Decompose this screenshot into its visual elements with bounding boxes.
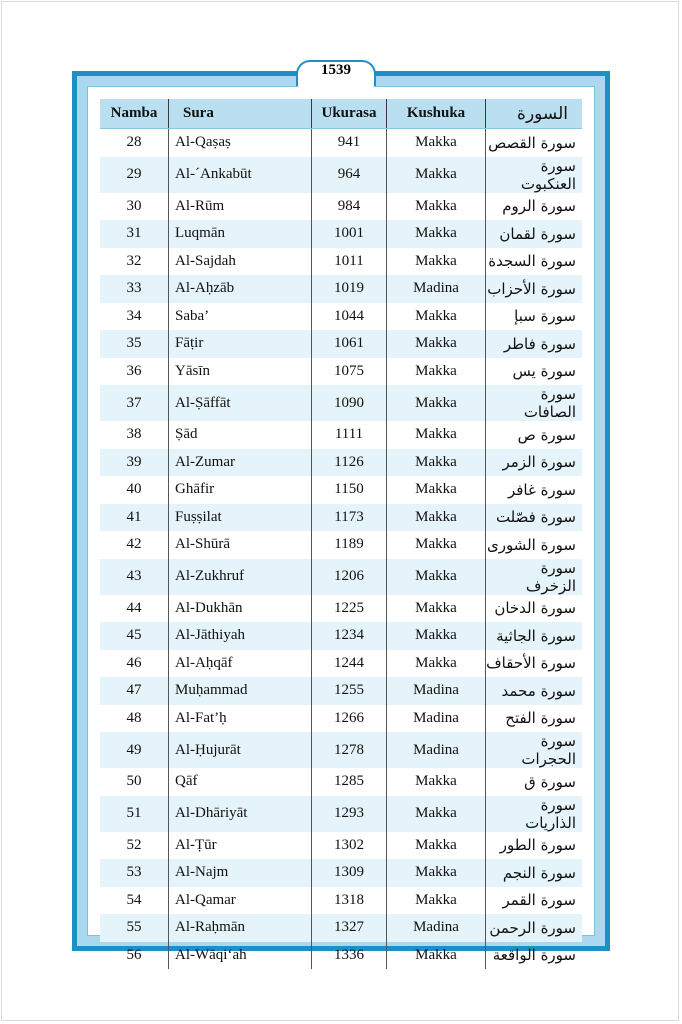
cell-namba: 44 <box>100 595 169 623</box>
table-row <box>100 859 582 887</box>
cell-sura: Al-Wāqiʻah <box>169 942 312 970</box>
cell-ukurasa: 1302 <box>312 832 387 860</box>
cell-ukurasa: 1061 <box>312 330 387 358</box>
cell-ukurasa: 1173 <box>312 504 387 532</box>
cell-kushuka: Makka <box>387 531 486 559</box>
cell-sura: Al-Dukhān <box>169 595 312 623</box>
cell-ukurasa: 1044 <box>312 303 387 331</box>
cell-kushuka: Makka <box>387 449 486 477</box>
cell-arabic: سورة فصّلت <box>486 504 583 532</box>
table-row <box>100 157 582 193</box>
cell-arabic: سورة محمد <box>486 677 583 705</box>
table-header-row <box>100 99 582 129</box>
cell-namba: 52 <box>100 832 169 860</box>
cell-kushuka: Makka <box>387 358 486 386</box>
cell-sura: Al-Zumar <box>169 449 312 477</box>
cell-namba: 47 <box>100 677 169 705</box>
cell-sura: Ṣād <box>169 421 312 449</box>
cell-namba: 31 <box>100 220 169 248</box>
cell-sura: Al-Ṭūr <box>169 832 312 860</box>
cell-arabic: سورة الشورى <box>486 535 576 554</box>
cell-ukurasa: 1090 <box>312 385 387 421</box>
cell-ukurasa: 1255 <box>312 677 387 705</box>
cell-ukurasa: 1126 <box>312 449 387 477</box>
cell-kushuka: Madina <box>387 914 486 942</box>
table-body <box>100 129 582 970</box>
table-row <box>100 677 582 705</box>
cell-kushuka: Madina <box>387 275 486 303</box>
cell-sura: Al-Jāthiyah <box>169 622 312 650</box>
table-row <box>100 595 582 623</box>
cell-arabic: سورة الطور <box>499 836 576 855</box>
cell-ukurasa: 1285 <box>312 768 387 796</box>
header-kushuka: Kushuka <box>387 99 486 129</box>
cell-namba: 46 <box>100 650 169 678</box>
cell-sura: Al-Rūm <box>169 193 312 221</box>
cell-namba: 39 <box>100 449 169 477</box>
cell-ukurasa: 964 <box>312 157 387 193</box>
cell-sura: Al-Zukhruf <box>169 559 312 595</box>
cell-sura: Al-Shūrā <box>169 531 312 559</box>
cell-kushuka: Makka <box>387 768 486 796</box>
cell-namba: 36 <box>100 358 169 386</box>
cell-kushuka: Makka <box>387 887 486 915</box>
cell-namba: 51 <box>100 796 169 832</box>
cell-namba: 55 <box>100 914 169 942</box>
table-row <box>100 248 582 276</box>
cell-sura: Al-Qamar <box>169 887 312 915</box>
cell-sura: Al-´Ankabūt <box>169 157 312 193</box>
cell-namba: 42 <box>100 531 169 559</box>
cell-kushuka: Makka <box>387 193 486 221</box>
cell-sura: Qāf <box>169 768 312 796</box>
cell-arabic: سورة الأحقاف <box>486 654 576 673</box>
table-row <box>100 768 582 796</box>
cell-ukurasa: 1011 <box>312 248 387 276</box>
cell-ukurasa: 1075 <box>312 358 387 386</box>
cell-kushuka: Makka <box>387 129 486 157</box>
cell-kushuka: Makka <box>387 559 486 595</box>
cell-namba: 43 <box>100 559 169 595</box>
cell-arabic: سورة الرحمن <box>486 914 583 942</box>
table-row <box>100 129 582 157</box>
cell-ukurasa: 1293 <box>312 796 387 832</box>
cell-ukurasa: 1327 <box>312 914 387 942</box>
table-row <box>100 559 582 595</box>
cell-arabic: سورة لقمان <box>486 220 583 248</box>
cell-kushuka: Makka <box>387 942 486 970</box>
cell-namba: 50 <box>100 768 169 796</box>
cell-ukurasa: 1278 <box>312 732 387 768</box>
cell-arabic: سورة سبإ <box>514 307 576 326</box>
cell-ukurasa: 941 <box>312 129 387 157</box>
cell-kushuka: Makka <box>387 650 486 678</box>
table-row <box>100 303 582 331</box>
cell-arabic: سورة الحجرات <box>486 732 583 768</box>
cell-namba: 56 <box>100 942 169 970</box>
cell-ukurasa: 984 <box>312 193 387 221</box>
page-number: 1539 <box>321 62 351 78</box>
cell-namba: 37 <box>100 385 169 421</box>
cell-sura: Yāsīn <box>169 358 312 386</box>
cell-ukurasa: 1111 <box>312 421 387 449</box>
cell-namba: 33 <box>100 275 169 303</box>
table-row <box>100 942 582 970</box>
sura-table <box>100 99 582 969</box>
cell-kushuka: Makka <box>387 832 486 860</box>
cell-arabic: سورة النجم <box>486 859 583 887</box>
cell-kushuka: Makka <box>387 220 486 248</box>
table-row <box>100 796 582 832</box>
cell-arabic: سورة الدخان <box>494 599 576 618</box>
cell-namba: 38 <box>100 421 169 449</box>
cell-arabic: سورة الروم <box>502 197 576 216</box>
table-row <box>100 220 582 248</box>
cell-sura: Fāṭir <box>169 330 312 358</box>
cell-arabic: سورة الصافات <box>486 385 583 421</box>
cell-ukurasa: 1019 <box>312 275 387 303</box>
cell-ukurasa: 1234 <box>312 622 387 650</box>
cell-arabic: سورة الزمر <box>486 449 583 477</box>
header-ukurasa: Ukurasa <box>312 99 387 129</box>
cell-ukurasa: 1150 <box>312 476 387 504</box>
table-row <box>100 476 582 504</box>
header-arabic: السورة <box>486 99 583 129</box>
cell-ukurasa: 1318 <box>312 887 387 915</box>
cell-namba: 54 <box>100 887 169 915</box>
cell-arabic: سورة السجدة <box>488 252 576 271</box>
cell-arabic: سورة الجاثية <box>486 622 583 650</box>
cell-arabic: سورة العنكبوت <box>486 157 583 193</box>
cell-ukurasa: 1001 <box>312 220 387 248</box>
cell-arabic: سورة الفتح <box>505 709 576 728</box>
table-row <box>100 358 582 386</box>
cell-sura: Al-Raḥmān <box>169 914 312 942</box>
cell-kushuka: Makka <box>387 385 486 421</box>
cell-kushuka: Makka <box>387 504 486 532</box>
table-row <box>100 449 582 477</box>
table-row <box>100 193 582 221</box>
cell-ukurasa: 1206 <box>312 559 387 595</box>
table-row <box>100 732 582 768</box>
cell-kushuka: Makka <box>387 421 486 449</box>
table-row <box>100 385 582 421</box>
cell-sura: Al-Najm <box>169 859 312 887</box>
cell-arabic: سورة القصص <box>488 133 576 152</box>
cell-sura: Saba’ <box>169 303 312 331</box>
cell-sura: Muḥammad <box>169 677 312 705</box>
cell-sura: Al-Qaṣaṣ <box>169 129 312 157</box>
table-row <box>100 421 582 449</box>
cell-kushuka: Makka <box>387 859 486 887</box>
table-row <box>100 504 582 532</box>
cell-namba: 29 <box>100 157 169 193</box>
cell-namba: 40 <box>100 476 169 504</box>
cell-ukurasa: 1336 <box>312 942 387 970</box>
cell-namba: 45 <box>100 622 169 650</box>
cell-namba: 48 <box>100 705 169 733</box>
cell-ukurasa: 1266 <box>312 705 387 733</box>
table-row <box>100 705 582 733</box>
cell-arabic: سورة الواقعة <box>492 946 576 965</box>
cell-kushuka: Makka <box>387 796 486 832</box>
cell-sura: Luqmān <box>169 220 312 248</box>
table-row <box>100 832 582 860</box>
cell-ukurasa: 1225 <box>312 595 387 623</box>
cell-kushuka: Madina <box>387 732 486 768</box>
table-row <box>100 531 582 559</box>
cell-arabic: سورة يس <box>512 362 576 381</box>
cell-namba: 41 <box>100 504 169 532</box>
table-row <box>100 914 582 942</box>
cell-namba: 32 <box>100 248 169 276</box>
cell-kushuka: Makka <box>387 303 486 331</box>
cell-namba: 49 <box>100 732 169 768</box>
cell-sura: Al-Sajdah <box>169 248 312 276</box>
cell-ukurasa: 1309 <box>312 859 387 887</box>
cell-kushuka: Makka <box>387 248 486 276</box>
cell-ukurasa: 1189 <box>312 531 387 559</box>
cell-arabic: سورة القمر <box>502 891 576 910</box>
cell-arabic: سورة الذاريات <box>486 796 583 832</box>
cell-sura: Al-Aḥzāb <box>169 275 312 303</box>
cell-namba: 34 <box>100 303 169 331</box>
cell-arabic: سورة فاطر <box>486 330 583 358</box>
cell-arabic: سورة الزخرف <box>486 559 583 595</box>
cell-namba: 28 <box>100 129 169 157</box>
cell-namba: 30 <box>100 193 169 221</box>
cell-kushuka: Makka <box>387 622 486 650</box>
cell-kushuka: Makka <box>387 476 486 504</box>
cell-sura: Al-Ṣāffāt <box>169 385 312 421</box>
table-row <box>100 275 582 303</box>
header-namba: Namba <box>100 99 169 129</box>
cell-sura: Al-Dhāriyāt <box>169 796 312 832</box>
cell-ukurasa: 1244 <box>312 650 387 678</box>
cell-sura: Al-Ḥujurāt <box>169 732 312 768</box>
cell-kushuka: Makka <box>387 157 486 193</box>
table-row <box>100 330 582 358</box>
cell-namba: 35 <box>100 330 169 358</box>
cell-kushuka: Madina <box>387 705 486 733</box>
cell-arabic: سورة الأحزاب <box>486 275 583 303</box>
cell-sura: Ghāfir <box>169 476 312 504</box>
cell-arabic: سورة غافر <box>507 480 576 499</box>
cell-kushuka: Madina <box>387 677 486 705</box>
cell-arabic: سورة ق <box>524 772 576 791</box>
cell-arabic: سورة ص <box>517 425 576 444</box>
header-sura: Sura <box>169 99 312 129</box>
cell-kushuka: Makka <box>387 595 486 623</box>
table-row <box>100 650 582 678</box>
table-row <box>100 887 582 915</box>
cell-namba: 53 <box>100 859 169 887</box>
table-row <box>100 622 582 650</box>
cell-sura: Al-Aḥqāf <box>169 650 312 678</box>
cell-kushuka: Makka <box>387 330 486 358</box>
cell-sura: Al-Fat’ḥ <box>169 705 312 733</box>
cell-sura: Fuṣṣilat <box>169 504 312 532</box>
